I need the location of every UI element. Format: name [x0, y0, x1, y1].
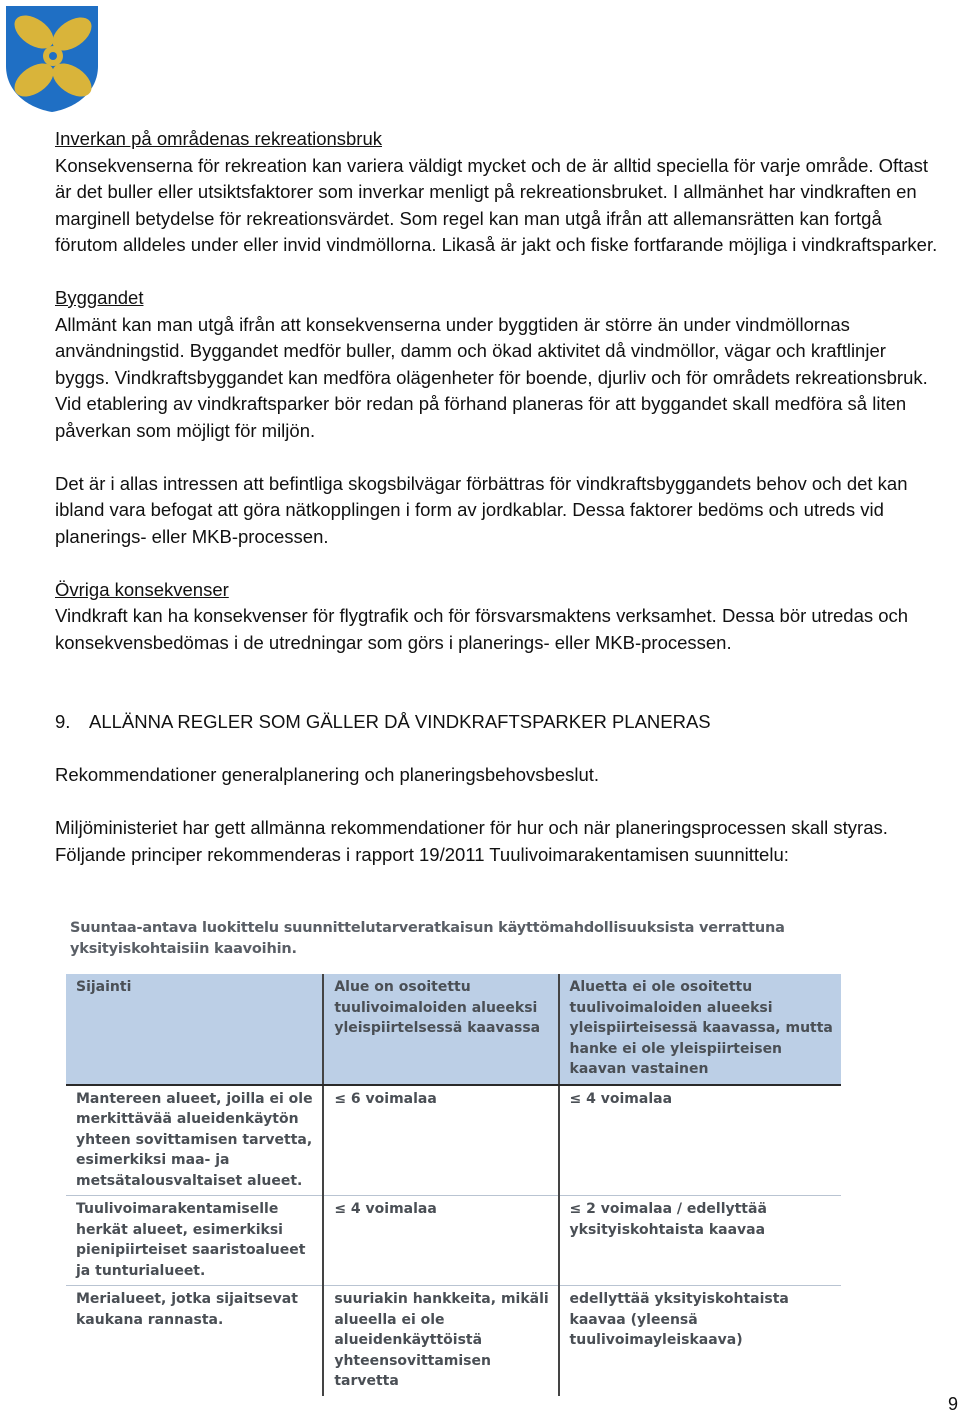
table-row: [66, 1196, 841, 1286]
chapter-intro: Miljöministeriet har gett allmänna rekommendationer för hur och när planeringsprocessen skall styras. Följande principer rekommenderas i rapport 19/2011 Tuulivoimarakentamisen suunnittelu:: [55, 817, 888, 865]
reference-table: [66, 974, 841, 1396]
table-cell: Merialueet, jotka sijaitsevat kaukana rannasta.: [76, 1291, 298, 1328]
chapter-subtitle: Rekommendationer generalplanering och planeringsbehovsbeslut.: [55, 764, 600, 785]
table-row: [66, 1085, 841, 1196]
section-heading-other: Övriga konsekvenser: [55, 578, 229, 600]
paragraph-construction-2: Det är i allas intressen att befintliga skogsbilvägar förbättras för vindkraftsbyggandets behov och det kan ibland vara befogat att göra nätkopplingen i form av jordkablar. Dessa faktorer bedöms och utreds vid planerings- eller MKB-processen.: [55, 472, 908, 547]
document-body: [55, 126, 940, 868]
table-cell: ≤ 4 voimalaa: [559, 1085, 841, 1196]
table-header-not-designated: Aluetta ei ole osoitettu tuulivoimaloiden alueeksi yleispiirteisessä kaavassa, mutta hanke ei ole yleispiirteisen kaavan vastainen: [559, 974, 841, 1085]
table-cell: edellyttää yksityiskohtaista kaavaa (yleensä tuulivoimayleiskaava): [559, 1286, 841, 1396]
chapter-title-text: ALLÄNNA REGLER SOM GÄLLER DÅ VINDKRAFTSPARKER PLANERAS: [89, 711, 711, 732]
table-cell: Mantereen alueet, joilla ei ole merkittävää alueidenkäytön yhteen sovittamisen tarvetta, esimerkiksi maa- ja metsätalousvaltaiset alueet.: [66, 1085, 323, 1196]
table-cell: Tuulivoimarakentamiselle herkät alueet, esimerkiksi pienipiirteiset saaristoalueet ja tunturialueet.: [66, 1196, 323, 1286]
municipal-coat-of-arms-icon: [4, 4, 100, 114]
table-header-location: Sijainti: [66, 974, 323, 1085]
section-heading-recreation: Inverkan på områdenas rekreationsbruk: [55, 128, 383, 149]
table-header-row: [66, 974, 841, 1085]
figure-caption: Suuntaa-antava luokittelu suunnittelutarveratkaisun käyttömahdollisuuksista verrattuna yksityiskohtaisiin kaavoihin.: [70, 920, 785, 957]
section-heading-construction: Byggandet: [55, 287, 144, 308]
table-cell: ≤ 6 voimalaa: [323, 1085, 558, 1196]
chapter-title: [55, 709, 940, 736]
table-cell: ≤ 4 voimalaa: [323, 1196, 558, 1286]
table-cell: suuriakin hankkeita, mikäli alueella ei ole alueidenkäyttöistä yhteensovittamisen tarvetta: [323, 1286, 558, 1396]
paragraph-construction-1: Allmänt kan man utgå ifrån att konsekvenserna under byggtiden är större än under vindmöllornas användningstid. Byggandet medför buller, damm och ökad aktivitet då vindmöllor, vägar och kraftlinjer byggs. Vindkraftsbyggandet kan medföra olägenheter för boende, djurliv och för områdets rekreationsbruk. Vid etablering av vindkraftsparker bör redan på förhand planeras för att byggandet skall medföra så liten påverkan som möjligt för miljön.: [55, 313, 928, 441]
reference-table-figure: [66, 918, 846, 1396]
paragraph-other: Vindkraft kan ha konsekvenser för flygtrafik och för försvarsmaktens verksamhet. Dessa bör utredas och konsekvensbedömas i de utredningar som görs i planerings- eller MKB-processen.: [55, 605, 909, 653]
paragraph-recreation: Konsekvenserna för rekreation kan variera väldigt mycket och de är alltid speciella för varje område. Oftast är det buller eller utsiktsfaktorer som inverkar menligt på rekreationsbruket. I allmänhet har vindkraften en marginell betydelse för rekreationsvärdet. Som regel kan man utgå ifrån att allemansrätten kan fortgå förutom alldeles under eller invid vindmöllorna. Likaså är jakt och fiske fortfarande möjliga i vindkraftsparker.: [55, 154, 938, 255]
chapter-number: 9.: [55, 711, 71, 732]
table-row: [66, 1286, 841, 1396]
table-cell: ≤ 2 voimalaa / edellyttää yksityiskohtaista kaavaa: [559, 1196, 841, 1286]
page-number: 9: [947, 1394, 958, 1414]
table-header-designated: Alue on osoitettu tuulivoimaloiden alueeksi yleispiirtelsessä kaavassa: [323, 974, 558, 1085]
